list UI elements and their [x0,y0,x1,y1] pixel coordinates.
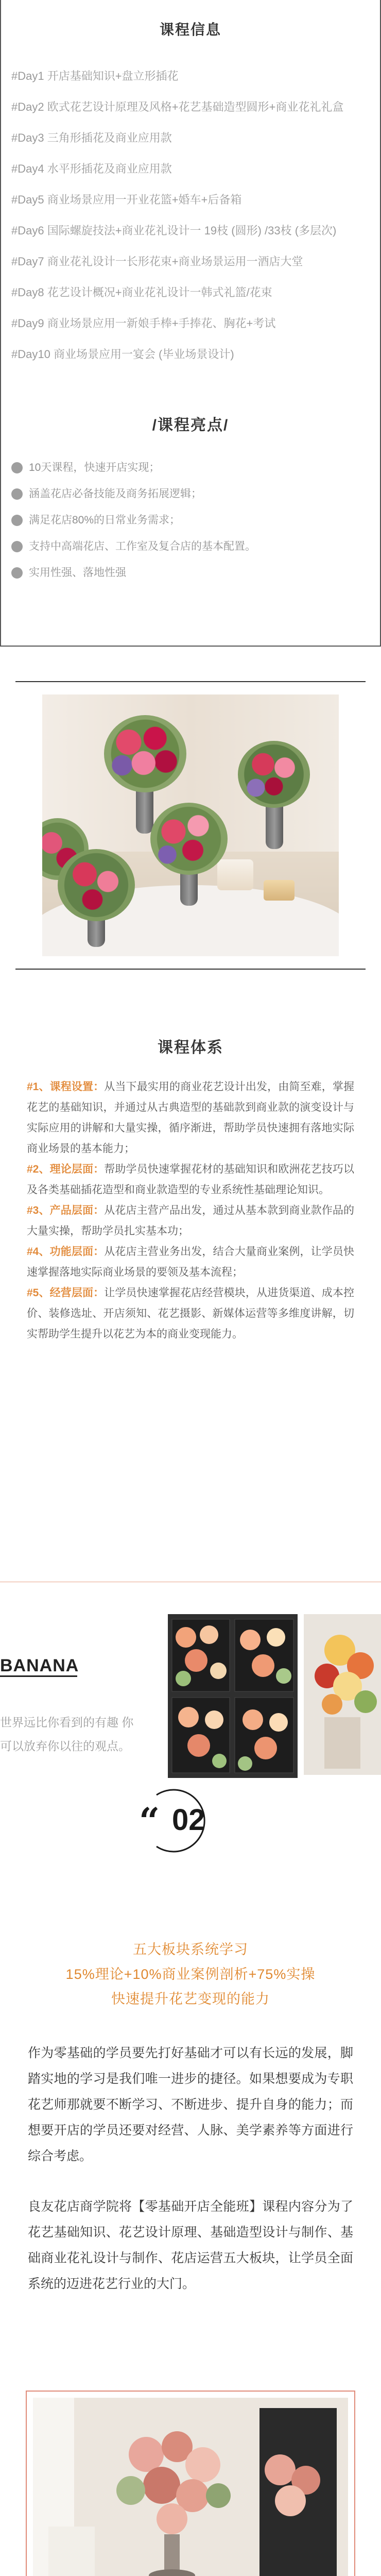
divider-line [15,969,366,970]
system-item-head: #3、产品层面： [27,1205,105,1216]
highlight-item [11,485,372,503]
system-item [27,1159,354,1200]
bullet-dot-icon [11,567,23,579]
day-item: #Day10 商业场景应用一宴会 (毕业场景设计) [11,348,234,361]
bullet-dot-icon [11,462,23,473]
system-item [27,1077,354,1159]
day-item: #Day8 花艺设计概况+商业花礼设计一韩式礼篮/花束 [11,286,272,299]
highlight-text: 10天课程，快速开店实现； [29,462,160,473]
system-item-head: #1、课程设置： [27,1081,105,1093]
highlight-item [11,564,372,582]
course-system-title: 课程体系 [158,1039,223,1056]
modules-line: 快速提升花艺变现的能力 [111,1991,270,2007]
highlight-text: 支持中高端花店、工作室及复合店的基本配置。 [29,540,256,552]
bullet-dot-icon [11,541,23,552]
day-item: #Day9 商业场景应用一新娘手棒+手捧花、胸花+考试 [11,317,276,330]
cake-shape [217,859,253,890]
day-item: #Day6 国际螺旋技法+商业花礼设计一 19枝 (圆形) /33枝 (多层次) [11,224,337,237]
section-number [128,1788,231,1855]
vase-shape [180,870,198,906]
bullet-dot-icon [11,488,23,500]
day-item: #Day1 开店基础知识+盘立形插花 [11,70,179,82]
day-item: #Day2 欧式花艺设计原理及风格+花艺基础造型圆形+商业花礼礼盒 [11,100,344,113]
bullet-dot-icon [11,515,23,526]
highlight-item [11,459,372,477]
gift-shape [264,880,295,901]
system-item [27,1200,354,1242]
day-item: #Day5 商业场景应用一开业花篮+婚车+后备箱 [11,193,242,206]
bouquet-shape [238,741,310,808]
flower-table-photo [42,694,339,956]
bouquet-shape [104,715,186,792]
divider-line [15,681,366,682]
vase-shape [136,787,153,834]
flower-box-photo [168,1614,298,1778]
modules-line: 五大板块系统学习 [133,1942,248,1957]
system-item-body: 让学员快速掌握花店经营模块，从进货渠道、成本控价、装修选址、开店须知、花艺摄影、新媒体运营等多维度讲解，切实帮助学生提升以花艺为本的商业变现能力。 [27,1287,355,1340]
system-item-head: #5、经营层面： [27,1287,105,1299]
banana-text: 世界远比你看到的有趣 你可以放弃你以往的观点。 [0,1716,134,1753]
bottom-photo-frame [26,2391,355,2576]
highlights-title: /课程亮点/ [152,417,229,434]
highlight-text: 满足花店80%的日常业务需求； [29,514,181,526]
banana-title: BANANA [0,1656,79,1675]
highlight-text: 涵盖花店必备技能及商务拓展逻辑； [29,488,202,500]
day-item: #Day3 三角形插花及商业应用款 [11,131,172,144]
system-item-body: 从花店主营业务出发，结合大量商业案例，让学员快速掌握落地实际商业场景的要领及基本流程； [27,1246,355,1278]
course-info-title: 课程信息 [159,22,221,38]
bouquet-illustration [304,1614,381,1775]
highlight-text: 实用性强、落地性强 [29,567,126,579]
system-item [27,1283,354,1345]
highlight-item [11,537,372,556]
quote-icon: “ [139,1800,160,1842]
flower-box-illustration [168,1614,298,1778]
day-list [11,66,372,375]
bouquet-holding-illustration [33,2398,348,2576]
section-number-text: 02 [172,1803,205,1837]
system-item [27,1242,354,1283]
system-item-body: 从花店主营产品出发，通过从基本款到商业款作品的大量实操，帮助学员扎实基本功； [27,1205,355,1237]
system-item-body: 帮助学员快速掌握花材的基础知识和欧洲花艺技巧以及各类基础插花造型和商业款造型的专业系统性基础理论知识。 [27,1163,355,1196]
bouquet-holding-photo [33,2398,348,2576]
modules-line: 15%理论+10%商业案例剖析+75%实操 [65,1967,316,1982]
vase-shape [266,803,283,849]
day-item: #Day4 水平形插花及商业应用款 [11,162,172,175]
course-info-section [0,0,381,647]
system-item-body: 从当下最实用的商业花艺设计出发，由简至难，掌握花艺的基础知识，并通过从古典造型的基础款到商业款的演变设计与实际应用的讲解和大量实操，循序渐进，帮助学员快速拥有落地实际商业场景的基本能力； [27,1081,355,1155]
intro-paragraph: 作为零基础的学员要先打好基础才可以有长远的发展，脚踏实地的学习是我们唯一进步的捷径。如果想要成为专职花艺师那就要不断学习、不断进步、提升自身的能力；而想要开店的学员还要对经营、人脉、美学素养等方面进行综合考虑。 [28,2046,353,2163]
course-content-paragraph: 良友花店商学院将【零基础开店全能班】课程内容分为了花艺基础知识、花艺设计原理、基础造型设计与制作、基础商业花礼设计与制作、花店运营五大板块，让学员全面系统的迈进花艺行业的大门。 [28,2199,353,2291]
course-system-list [27,1077,354,1345]
highlight-item [11,511,372,530]
modules-heading [0,1937,381,2011]
bouquet-photo [304,1614,381,1775]
day-item: #Day7 商业花礼设计一长形花束+商业场景运用一酒店大堂 [11,255,303,268]
bouquet-shape [58,849,135,921]
system-item-head: #2、理论层面： [27,1163,105,1175]
highlights-list [11,459,372,590]
bouquet-shape [150,803,228,875]
title-underline [0,1675,77,1677]
system-item-head: #4、功能层面： [27,1246,105,1258]
